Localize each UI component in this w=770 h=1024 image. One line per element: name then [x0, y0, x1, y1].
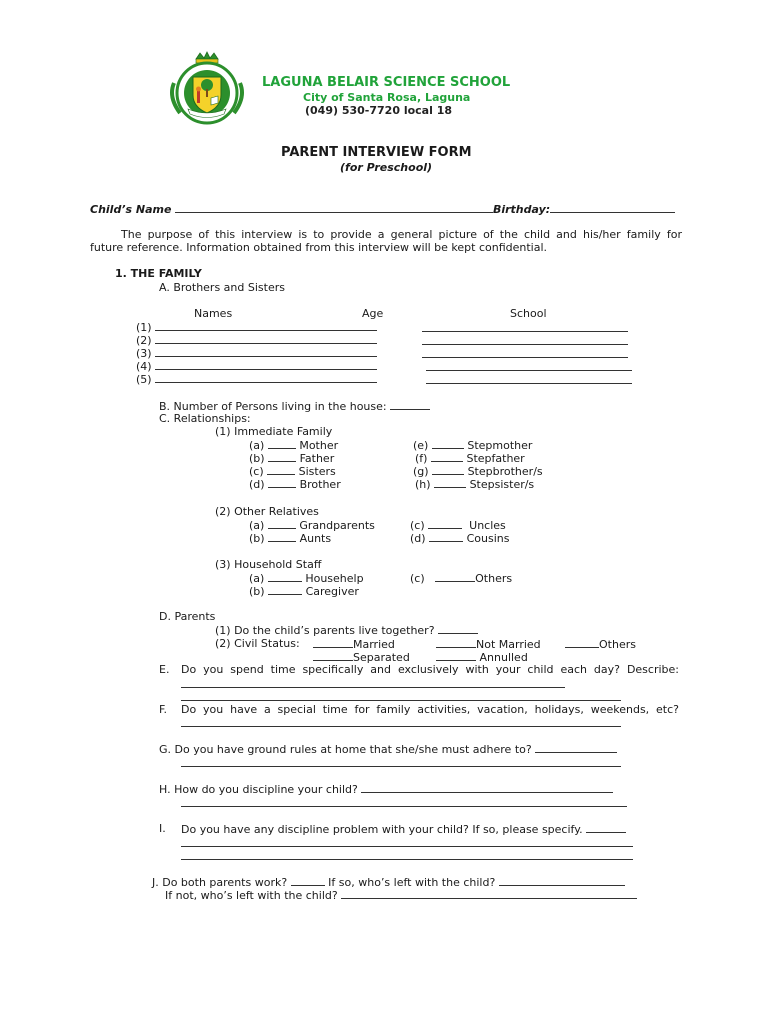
brother-field[interactable] [268, 477, 296, 488]
question-j-text-3: If not, who’s left with the child? [165, 889, 338, 902]
answer-f-line[interactable] [181, 716, 621, 727]
answer-e-line[interactable] [181, 677, 565, 688]
sibling-name-field[interactable] [155, 320, 377, 331]
answer-e-line[interactable] [181, 690, 621, 701]
caregiver-field[interactable] [268, 584, 302, 595]
school-city: City of Santa Rosa, Laguna [303, 91, 471, 104]
brothers-sisters-label: A. Brothers and Sisters [159, 281, 285, 294]
question-j-text-2: If so, who’s left with the child? [328, 876, 496, 889]
sibling-name-field[interactable] [155, 346, 377, 357]
civil-status-label: (2) Civil Status: [215, 637, 300, 650]
not-married-field[interactable] [436, 637, 476, 648]
sibling-name-field[interactable] [155, 333, 377, 344]
sibling-name-field[interactable] [155, 372, 377, 383]
who-left-field[interactable] [499, 875, 625, 886]
stepmother-field[interactable] [432, 438, 464, 449]
other-relatives-heading: (2) Other Relatives [215, 505, 319, 518]
question-f-text: Do you have a special time for family activities, vacation, holidays, weekends, etc? [181, 703, 679, 716]
purpose-line-2: future reference. Information obtained from this interview will be kept confidential. [90, 241, 548, 254]
answer-h-field[interactable] [361, 782, 613, 793]
form-title: PARENT INTERVIEW FORM [281, 145, 472, 160]
answer-i-field[interactable] [586, 822, 626, 833]
sibling-school-field[interactable] [422, 347, 628, 358]
school-name: LAGUNA BELAIR SCIENCE SCHOOL [262, 75, 511, 90]
annulled-field[interactable] [436, 650, 476, 661]
col-school: School [510, 307, 547, 320]
sibling-row: (4) [136, 359, 377, 373]
col-age: Age [362, 307, 384, 320]
uncles-field[interactable] [428, 518, 462, 529]
parents-label: D. Parents [159, 610, 216, 623]
birthday-field[interactable] [550, 202, 675, 213]
question-e-text: Do you spend time specifically and exclusively with your child each day? Describe: [181, 663, 679, 676]
child-name-label: Child’s Name [90, 203, 172, 216]
sibling-school-field[interactable] [426, 373, 632, 384]
who-left-if-not-field[interactable] [341, 888, 637, 899]
stepfather-field[interactable] [431, 451, 463, 462]
question-h-text: H. How do you discipline your child? [159, 783, 358, 796]
grandparents-field[interactable] [268, 518, 296, 529]
both-parents-work-field[interactable] [291, 875, 325, 886]
married-field[interactable] [313, 637, 353, 648]
persons-in-house-field[interactable] [390, 399, 430, 410]
question-i-letter: I. [159, 822, 166, 835]
question-e-letter: E. [159, 663, 170, 676]
separated-field[interactable] [313, 650, 353, 661]
school-seal-logo [166, 51, 248, 125]
sibling-row: (2) [136, 333, 377, 347]
school-phone: (049) 530-7720 local 18 [305, 104, 452, 117]
form-subtitle: (for Preschool) [340, 161, 433, 174]
sibling-row: (5) [136, 372, 377, 386]
aunts-field[interactable] [268, 531, 296, 542]
sibling-school-field[interactable] [426, 360, 632, 371]
answer-g-field[interactable] [535, 742, 617, 753]
sisters-field[interactable] [267, 464, 295, 475]
sibling-row: (1) [136, 320, 377, 334]
answer-g-line[interactable] [181, 756, 621, 767]
section-family-heading: 1. THE FAMILY [115, 267, 202, 280]
sibling-name-field[interactable] [155, 359, 377, 370]
sibling-row: (3) [136, 346, 377, 360]
stepsister-field[interactable] [434, 477, 466, 488]
purpose-line-1: The purpose of this interview is to provide a general picture of the child and his/her family for [121, 228, 682, 241]
question-j-text: J. Do both parents work? [152, 876, 288, 889]
relationships-label: C. Relationships: [159, 412, 251, 425]
sibling-school-field[interactable] [422, 321, 628, 332]
birthday-label: Birthday: [492, 203, 551, 216]
answer-h-line[interactable] [181, 796, 627, 807]
answer-i-line[interactable] [181, 849, 633, 860]
answer-i-line[interactable] [181, 836, 633, 847]
live-together-field[interactable] [438, 623, 478, 634]
persons-in-house-label: B. Number of Persons living in the house: [159, 400, 387, 413]
mother-field[interactable] [268, 438, 296, 449]
col-names: Names [194, 307, 233, 320]
staff-others-field[interactable] [435, 571, 475, 582]
stepbrother-field[interactable] [432, 464, 464, 475]
others-status-field[interactable] [565, 637, 599, 648]
immediate-family-heading: (1) Immediate Family [215, 425, 333, 438]
househelp-field[interactable] [268, 571, 302, 582]
question-g-text: G. Do you have ground rules at home that she/she must adhere to? [159, 743, 532, 756]
cousins-field[interactable] [429, 531, 463, 542]
father-field[interactable] [268, 451, 296, 462]
live-together-label: (1) Do the child’s parents live together? [215, 624, 435, 637]
child-name-field[interactable] [175, 202, 493, 213]
sibling-school-field[interactable] [422, 334, 628, 345]
question-f-letter: F. [159, 703, 168, 716]
question-i-text: Do you have any discipline problem with your child? If so, please specify. [181, 823, 583, 836]
household-staff-heading: (3) Household Staff [215, 558, 322, 571]
